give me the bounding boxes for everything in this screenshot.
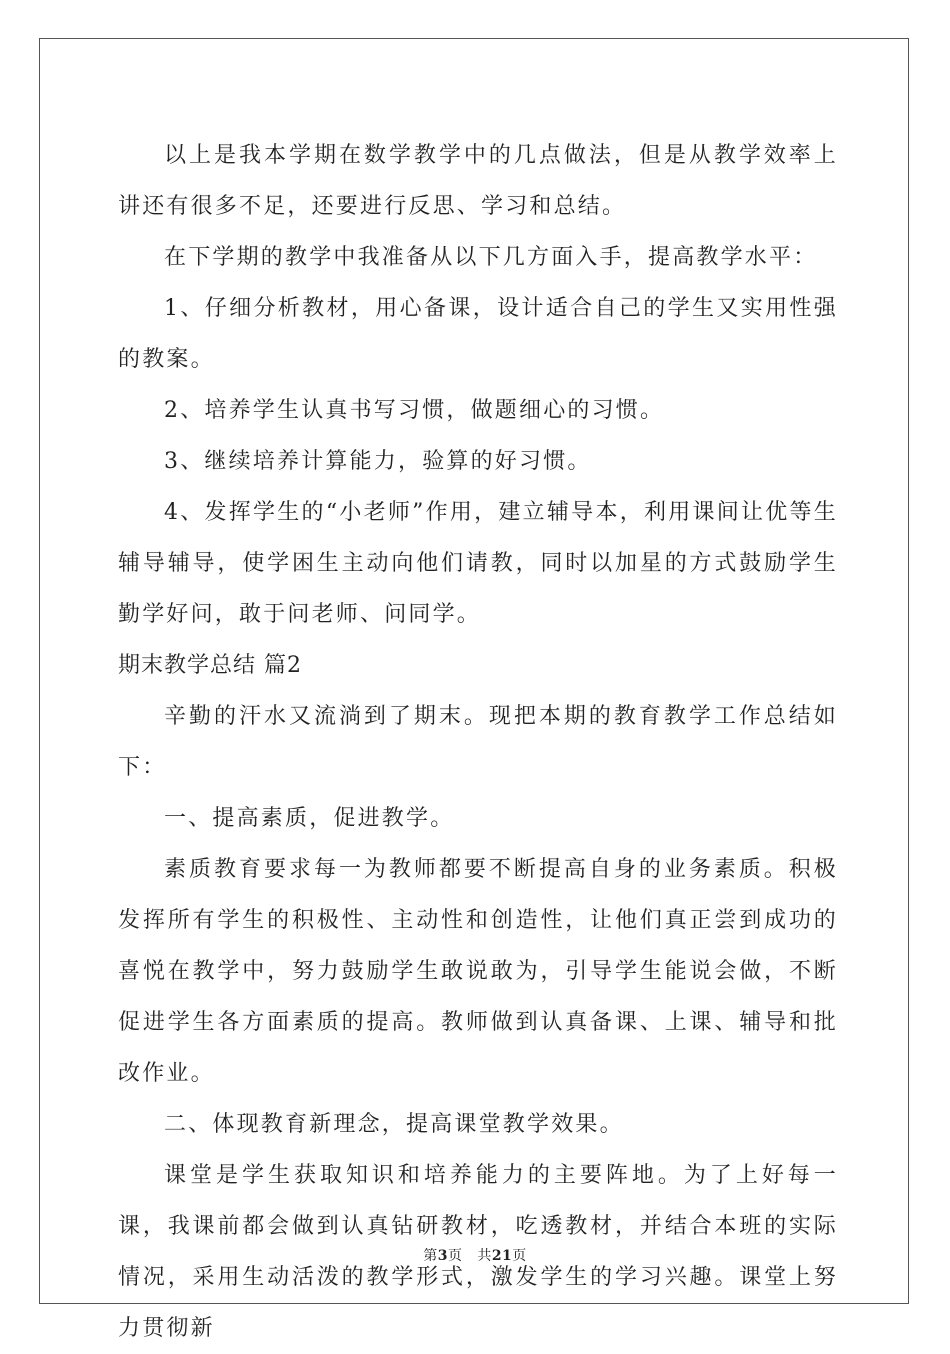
footer-page-suffix: 页 [447,1248,463,1264]
paragraph-quality-education: 素质教育要求每一为教师都要不断提高自身的业务素质。积极发挥所有学生的积极性、主动性和创造性，让他们真正尝到成功的喜悦在教学中，努力鼓励学生敢说敢为，引导学生能说会做，不断促进学生各方面素质的提高。教师做到认真备课、上课、辅导和批改作业。 [118,857,838,1086]
paragraph-plan-item-3: 3、继续培养计算能力，验算的好习惯。 [164,449,592,474]
paragraph-point-1-title: 一、提高素质，促进教学。 [164,806,455,831]
paragraph-next-term-plan: 在下学期的教学中我准备从以下几方面入手，提高教学水平： [164,245,818,270]
footer-prefix: 第 [423,1248,438,1264]
section-heading: 期末教学总结 篇2 [118,653,302,678]
paragraph-classroom: 课堂是学生获取知识和培养能力的主要阵地。为了上好每一课，我课前都会做到认真钻研教材，吃透教材，并结合本班的实际情况，采用生动活泼的教学形式，激发学生的学习兴趣。课堂上努力贯彻新 [118,1163,838,1341]
footer-total-pages: 21 [491,1248,513,1264]
footer-total-suffix: 页 [512,1248,527,1264]
paragraph-plan-item-1: 1、仔细分析教材，用心备课，设计适合自己的学生又实用性强的教案。 [118,296,838,372]
footer-page-number: 3 [437,1248,448,1264]
paragraph-summary-reflection: 以上是我本学期在数学教学中的几点做法，但是从教学效率上讲还有很多不足，还要进行反思、学习和总结。 [118,143,838,219]
paragraph-plan-item-4: 4、发挥学生的“小老师”作用，建立辅导本，利用课间让优等生辅导辅导，使学困生主动向他们请教，同时以加星的方式鼓励学生勤学好问，敢于问老师、问同学。 [118,500,838,627]
paragraph-plan-item-2: 2、培养学生认真书写习惯，做题细心的习惯。 [164,398,665,423]
paragraph-intro: 辛勤的汗水又流淌到了期末。现把本期的教育教学工作总结如下： [118,704,838,780]
document-body [118,130,838,1354]
footer-total-prefix: 共 [477,1248,492,1264]
page-footer [0,1245,950,1265]
paragraph-point-2-title: 二、体现教育新理念，提高课堂教学效果。 [164,1112,624,1137]
